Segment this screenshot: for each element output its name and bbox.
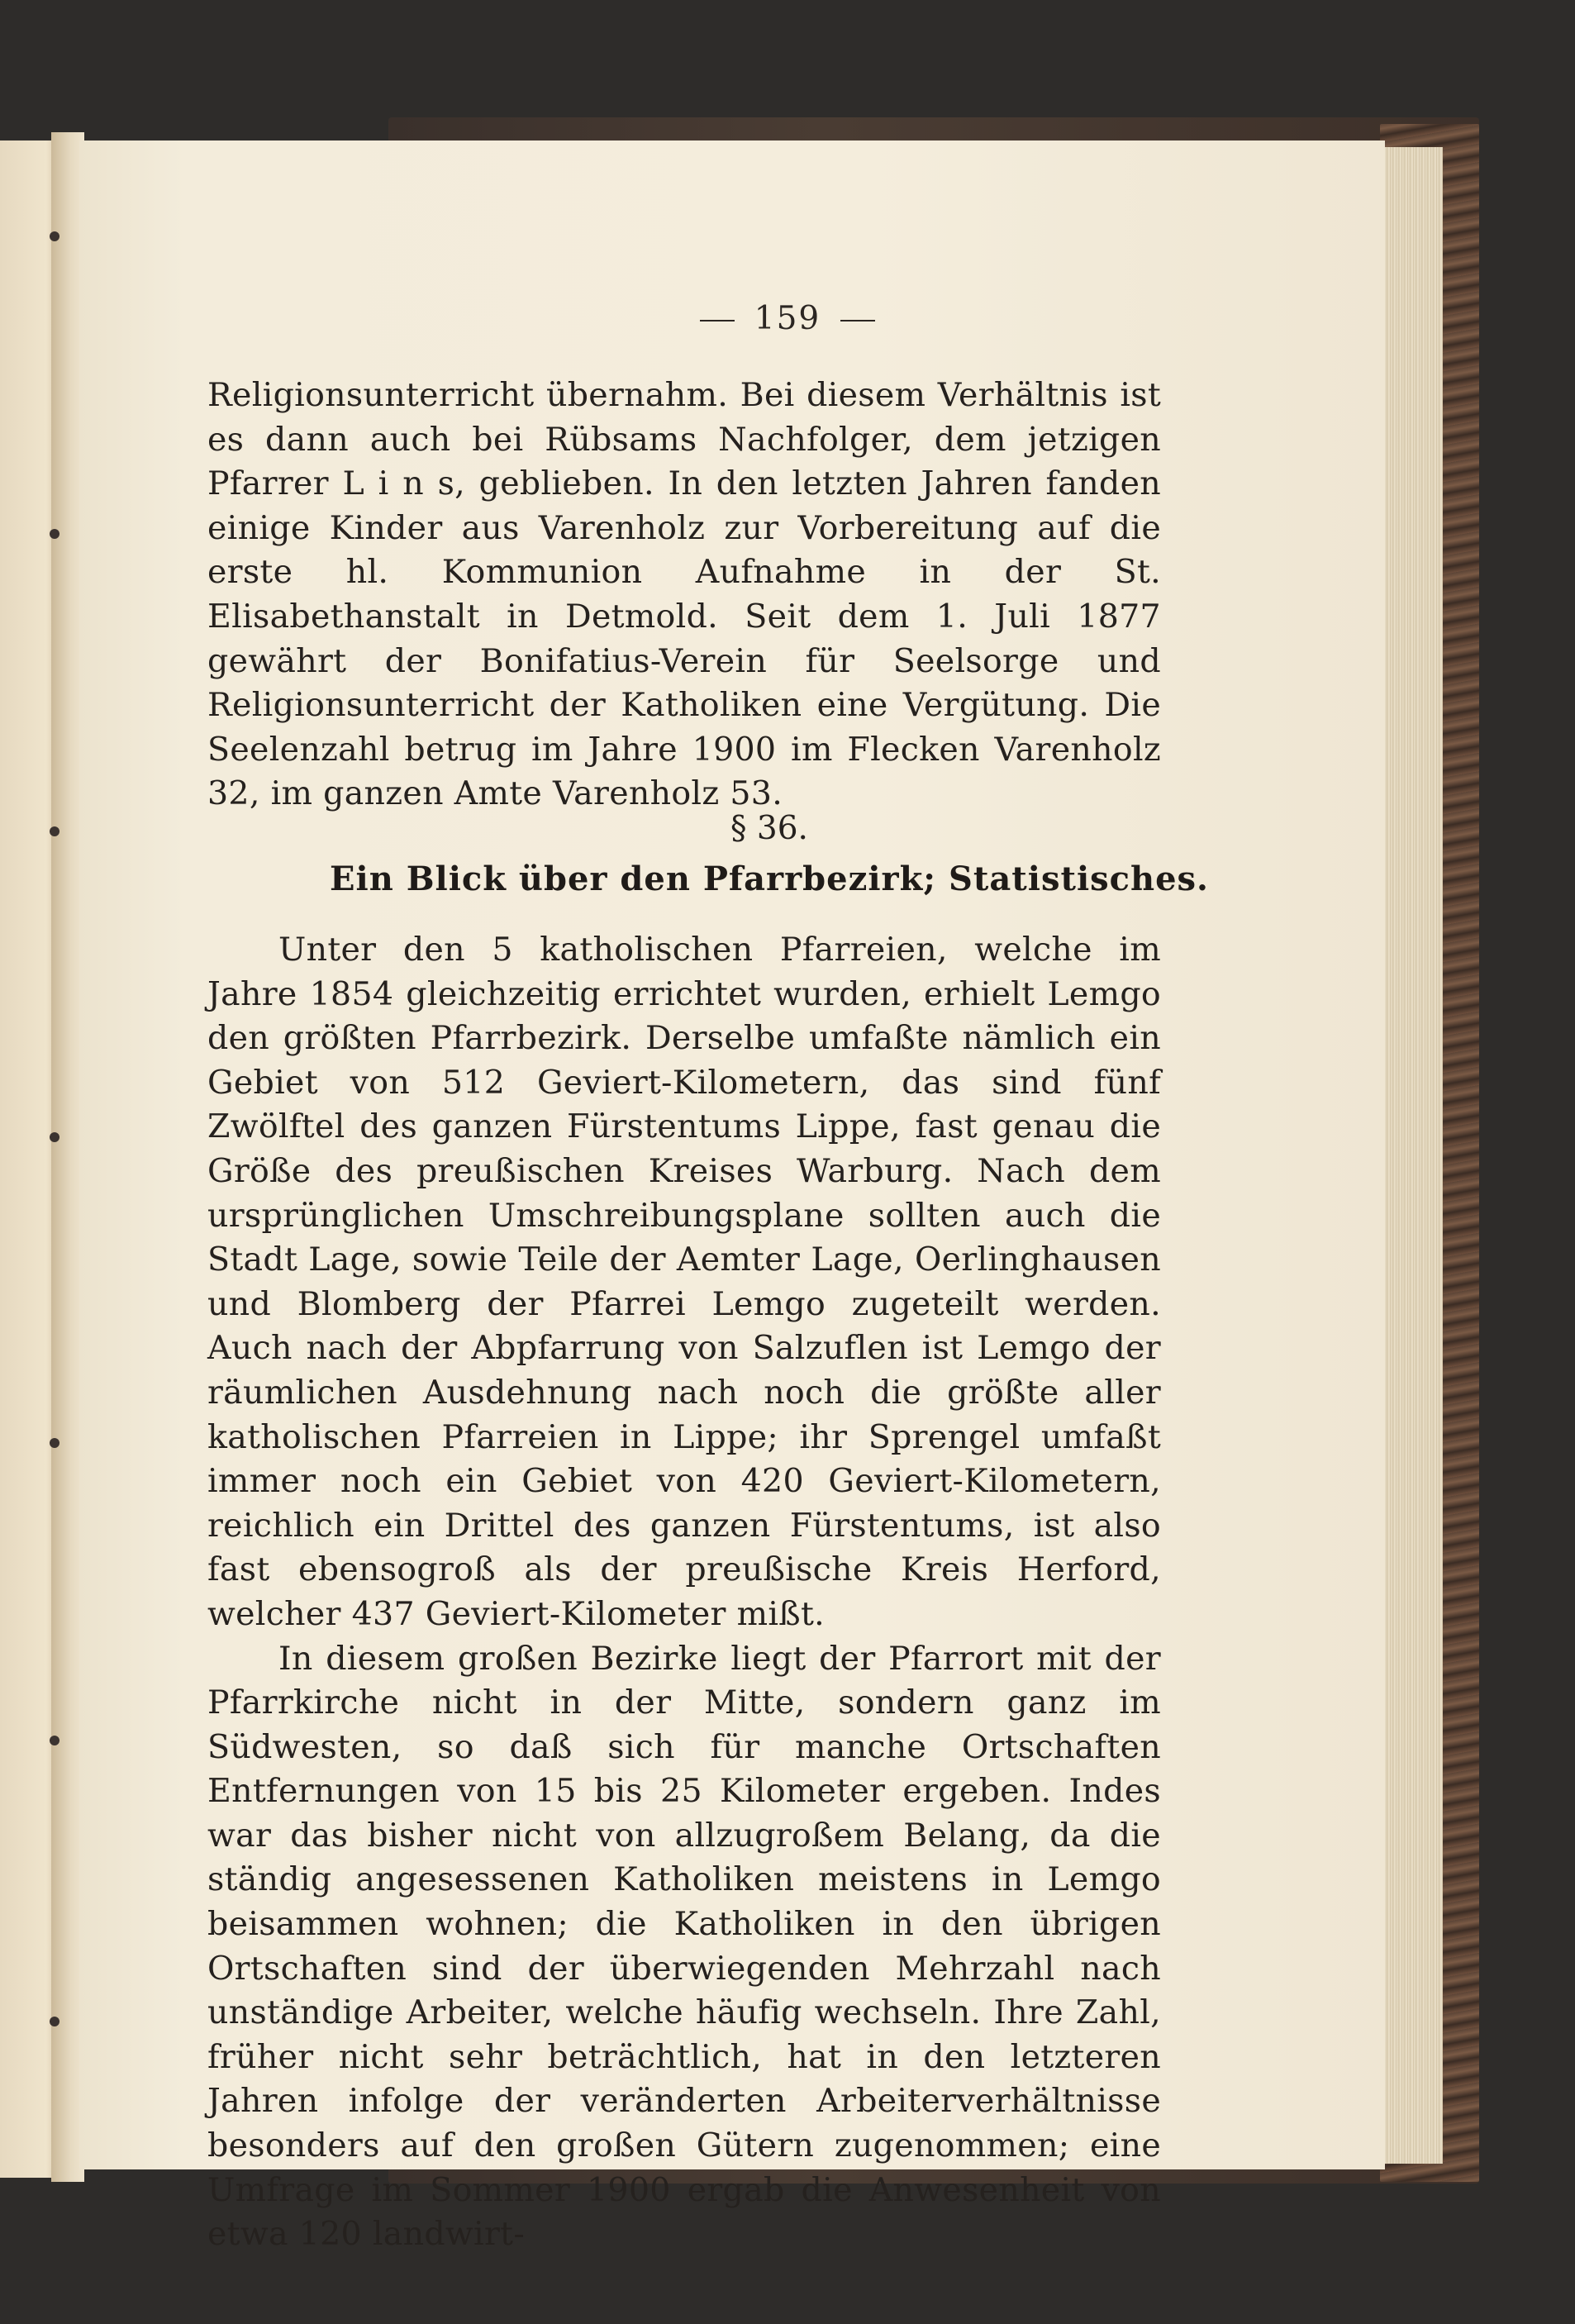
paragraph-2: Unter den 5 katholischen Pfarreien, welche im Jahre 1854 gleichzeitig errichtet wurden, erhielt Lemgo den größten Pfarrbezirk. Derselbe umfaßte nämlich ein Gebiet von 512 Geviert-Kilometern, das sind fünf Zwölftel des ganzen Fürstentums Lippe, fast genau die Größe des preußischen Kreises Warburg. Nach dem ursprünglichen Umschreibungsplane sollten auch die Stadt Lage, sowie Teile der Aemter Lage, Oerlinghausen und Blomberg der Pfarrei Lemgo zugeteilt werden. Auch nach der Abpfarrung von Salzuflen ist Lemgo der räumlichen Ausdehnung nach noch die größte aller katholischen Pfarreien in Lippe; ihr Sprengel umfaßt immer noch ein Gebiet von 420 Geviert-Kilometern, reichlich ein Drittel des ganzen Fürstentums, ist also fast ebensogroß als der preußische Kreis Herford, welcher 437 Geviert-Kilometer mißt. [207,931,1161,1633]
paragraph-3: In diesem großen Bezirke liegt der Pfarrort mit der Pfarrkirche nicht in der Mitte, sondern ganz im Südwesten, so daß sich für manche Ortschaften Entfernungen von 15 bis 25 Kilometer ergeben. Indes war das bisher nicht von allzugroßem Belang, da die ständig angesessenen Katholiken meistens in Lemgo beisammen wohnen; die Katholiken in den übrigen Ortschaften sind der überwiegenden Mehrzahl nach unständige Arbeiter, welche häufig wechseln. Ihre Zahl, früher nicht sehr beträchtlich, hat in den letzteren Jahren infolge der veränderten Arbeiterverhältnisse besonders auf den großen Gütern zugenommen; eine Umfrage im Sommer 1900 ergab die Anwesenheit von etwa 120 landwirt- [207,1639,1161,2254]
page-stack-edge [1385,147,1443,2164]
binding-thread-mark [50,1736,59,1745]
paragraph-1: Religionsunterricht übernahm. Bei diesem Verhältnis ist es dann auch bei Rübsams Nachfolger, dem jetzigen Pfarrer L i n s, geblieben. In den letzten Jahren fanden einige Kinder aus Varenholz zur Vorbereitung auf die erste hl. Kommunion Aufnahme in der St. Elisabethanstalt in Detmold. Seit dem 1. Juli 1877 gewährt der Bonifatius-Verein für Seelsorge und Religionsunterricht der Katholiken eine Vergütung. Die Seelenzahl betrug im Jahre 1900 im Flecken Varenholz 32, im ganzen Amte Varenholz 53. [207,376,1161,813]
body-text-top [207,374,1161,817]
page-number: 159 [754,300,821,337]
binding-thread-mark [50,529,59,539]
binding-thread-mark [50,1132,59,1142]
page-header [0,300,1575,337]
binding-thread-mark [50,1438,59,1448]
section-title: Ein Blick über den Pfarrbezirk; Statistisches. [330,860,1209,898]
section-number: § 36. [730,810,808,847]
body-text-main [207,928,1161,2257]
header-dash [840,320,875,321]
header-dash [700,320,735,321]
left-page-edge [0,140,58,2178]
binding-thread-mark [50,231,59,241]
binding-thread-mark [50,2017,59,2026]
